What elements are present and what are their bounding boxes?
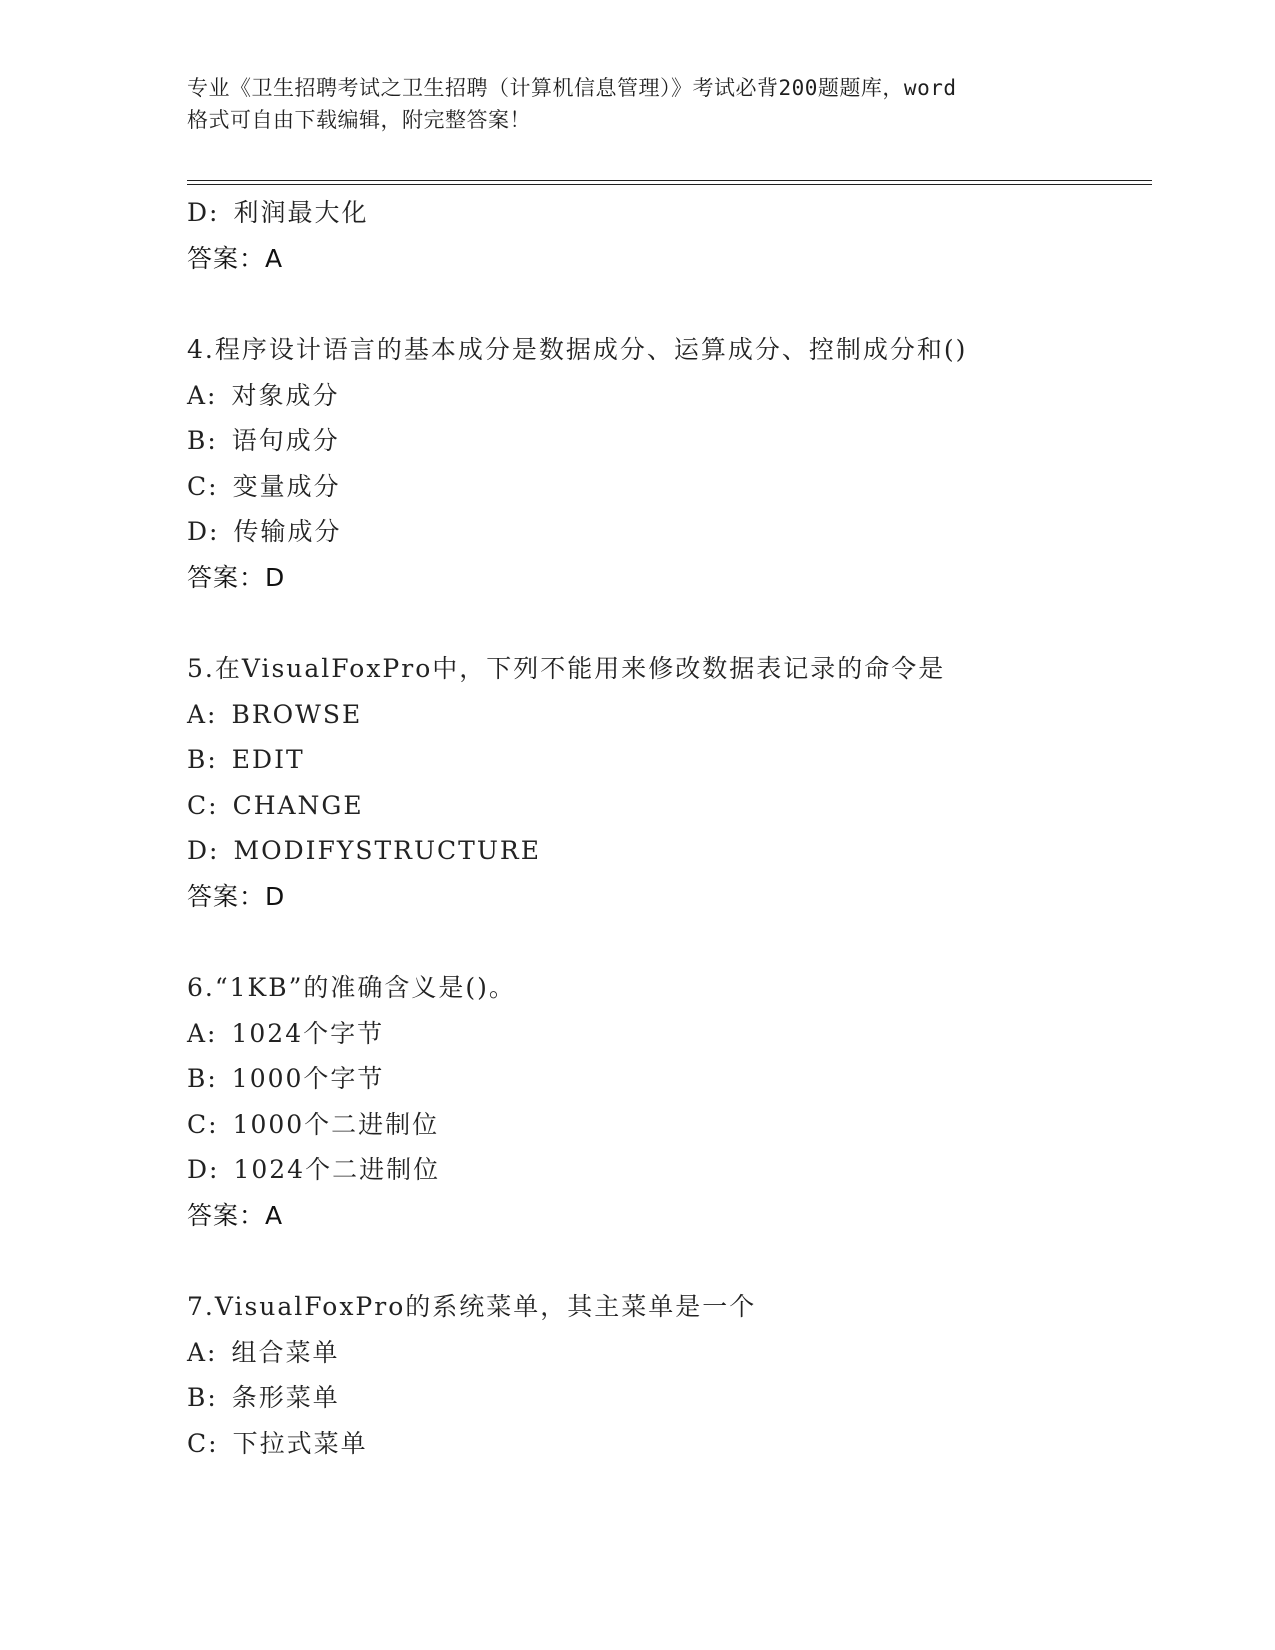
q5-option-a	[187, 692, 1147, 738]
q4-option-d	[187, 509, 1147, 555]
question-list	[187, 190, 1147, 1466]
q4-option-c	[187, 464, 1147, 510]
q6-answer: 答案：A	[187, 1200, 284, 1230]
option-key: C:	[187, 1109, 219, 1139]
option-text: 下拉式菜单	[232, 1428, 368, 1458]
q4-question: 4.程序设计语言的基本成分是数据成分、运算成分、控制成分和()	[187, 335, 968, 364]
option-text: EDIT	[231, 745, 305, 774]
question-gap	[187, 919, 1147, 965]
q5-option-c	[187, 783, 1147, 829]
q7-option-a	[187, 1330, 1147, 1376]
header-divider-top	[187, 180, 1152, 181]
q6-option-b	[187, 1056, 1147, 1102]
option-text: 组合菜单	[231, 1337, 340, 1367]
q4-option-a	[187, 373, 1147, 419]
option-text: 对象成分	[231, 380, 340, 410]
option-key: A:	[187, 380, 218, 410]
option-text: 1000个字节	[231, 1064, 385, 1093]
option-text: 传输成分	[233, 517, 342, 546]
header-line-1: 专业《卫生招聘考试之卫生招聘（计算机信息管理）》考试必背200题题库，word	[187, 76, 957, 100]
option-key: C:	[187, 790, 219, 820]
option-key: D:	[187, 517, 220, 546]
q3-answer: 答案：A	[187, 243, 284, 273]
q7-option-b	[187, 1375, 1147, 1421]
header-line-2: 格式可自由下载编辑，附完整答案！	[187, 108, 531, 132]
header-divider-bottom	[187, 184, 1152, 185]
option-text: 语句成分	[231, 426, 340, 455]
option-key: A:	[187, 1337, 218, 1367]
option-text: 1024个二进制位	[233, 1155, 441, 1184]
option-key: B:	[187, 1064, 218, 1093]
q7-option-c	[187, 1421, 1147, 1467]
option-key: B:	[187, 426, 218, 455]
document-header	[187, 72, 1087, 136]
q3-option-d	[187, 190, 1147, 236]
option-key: B:	[187, 745, 218, 774]
option-text: 1000个二进制位	[232, 1109, 440, 1139]
option-text: CHANGE	[232, 790, 364, 820]
option-text: 变量成分	[232, 471, 341, 501]
q4-option-b	[187, 418, 1147, 464]
option-key: A:	[187, 699, 218, 729]
option-key: C:	[187, 471, 219, 501]
option-text: 利润最大化	[233, 198, 369, 227]
q6-option-a	[187, 1011, 1147, 1057]
q5-option-d	[187, 828, 1147, 874]
option-key: D:	[187, 1155, 220, 1184]
q5-question: 5.在VisualFoxPro中，下列不能用来修改数据表记录的命令是	[187, 654, 946, 683]
option-text: 条形菜单	[231, 1383, 340, 1412]
question-gap	[187, 600, 1147, 646]
option-key: B:	[187, 1383, 218, 1412]
option-key: C:	[187, 1428, 219, 1458]
q5-option-b	[187, 737, 1147, 783]
q6-option-d	[187, 1147, 1147, 1193]
option-text: BROWSE	[231, 699, 363, 729]
option-key: D:	[187, 836, 220, 865]
option-text: 1024个字节	[231, 1018, 385, 1048]
q4-answer: 答案：D	[187, 562, 286, 592]
q6-option-c	[187, 1102, 1147, 1148]
q7-question: 7.VisualFoxPro的系统菜单，其主菜单是一个	[187, 1292, 757, 1321]
option-text: MODIFYSTRUCTURE	[233, 836, 541, 865]
option-key: A:	[187, 1018, 218, 1048]
q5-answer: 答案：D	[187, 881, 286, 911]
question-gap	[187, 281, 1147, 327]
option-key: D:	[187, 198, 220, 227]
q6-question: 6.“1KB”的准确含义是()。	[187, 973, 516, 1002]
question-gap	[187, 1238, 1147, 1284]
